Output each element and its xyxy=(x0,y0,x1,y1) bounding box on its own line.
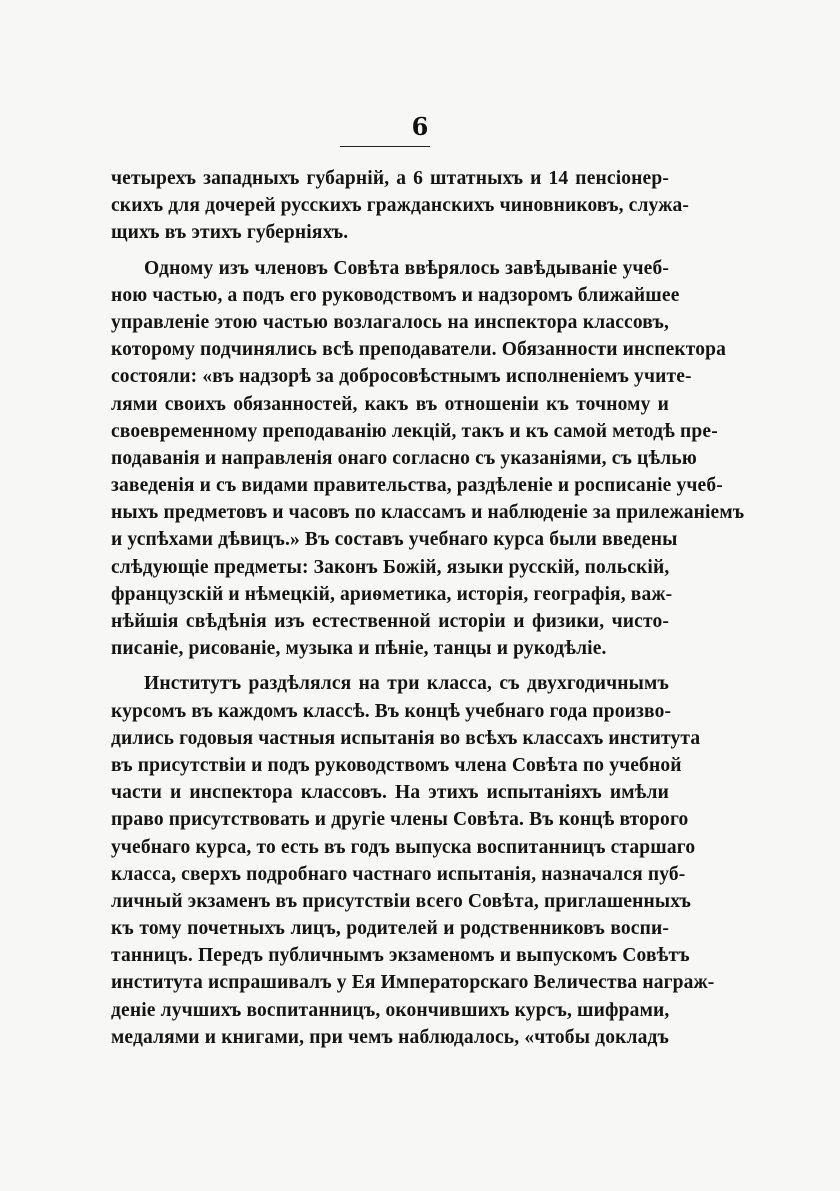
text-line: французскій и нѣмецкій, ариѳметика, исторія, географія, важ- xyxy=(111,583,673,605)
text-line: право присутствовать и другіе члены Совѣта. Въ концѣ второго xyxy=(111,809,689,831)
text-line: Институтъ раздѣлялся на три класса, съ двухгодичнымъ xyxy=(144,673,669,695)
page-number: 6 xyxy=(411,112,429,141)
text-line: и успѣхами дѣвицъ.» Въ составъ учебнаго курса были введены xyxy=(111,529,678,551)
text-line: Одному изъ членовъ Совѣта ввѣрялось завѣдываніе учеб- xyxy=(144,257,669,279)
header-rule xyxy=(340,146,430,147)
text-line: медалями и книгами, при чемъ наблюдалось, «чтобы докладъ xyxy=(111,1026,669,1048)
text-line: своевременному преподаванію лекцій, такъ и къ самой методѣ пре- xyxy=(111,420,718,442)
body-text xyxy=(111,165,745,1051)
text-line: въ присутствіи и подъ руководствомъ члена Совѣта по учебной xyxy=(111,754,682,776)
text-line: учебнаго курса, то есть въ годъ выпуска воспитанницъ старшаго xyxy=(111,836,696,858)
text-line: института испрашивалъ у Ея Императорскаго Величества награж- xyxy=(111,972,715,994)
text-line: состояли: «въ надзорѣ за добросовѣстнымъ исполненіемъ учите- xyxy=(111,366,692,388)
text-line: дились годовыя частныя испытанія во всѣхъ классахъ института xyxy=(111,727,701,749)
text-line: къ тому почетныхъ лицъ, родителей и родственниковъ воспи- xyxy=(111,918,669,940)
text-line: части и инспектора классовъ. На этихъ испытаніяхъ имѣли xyxy=(111,782,669,804)
text-line: нѣйшія свѣдѣнія изъ естественной исторіи и физики, чисто- xyxy=(111,611,669,632)
paragraph xyxy=(111,255,745,663)
text-line: управленіе этою частью возлагалось на инспектора классовъ, xyxy=(111,311,669,333)
text-line: класса, сверхъ подробнаго частнаго испытанія, назначался пуб- xyxy=(111,863,686,885)
text-line: курсомъ въ каждомъ классѣ. Въ концѣ учебнаго года произво- xyxy=(111,700,672,722)
text-line: четырехъ западныхъ губарній, а 6 штатныхъ и 14 пенсіонер- xyxy=(111,168,669,189)
text-line: ною частью, а подъ его руководствомъ и надзоромъ ближайшее xyxy=(111,284,680,306)
text-line: личный экзаменъ въ присутствіи всего Совѣта, приглашенныхъ xyxy=(111,890,691,912)
paragraph xyxy=(111,670,715,1051)
text-line: щихъ въ этихъ губерніяхъ. xyxy=(111,222,349,244)
text-line: подаванія и направленія онаго согласно съ указаніями, съ цѣлью xyxy=(111,447,697,469)
text-line: заведенія и съ видами правительства, раздѣленіе и росписаніе учеб- xyxy=(111,475,723,497)
text-line: лями своихъ обязанностей, какъ въ отношеніи къ точному и xyxy=(111,393,669,415)
text-line: деніе лучшихъ воспитанницъ, окончившихъ курсъ, шифрами, xyxy=(111,999,670,1021)
paragraph xyxy=(111,165,690,247)
text-line: скихъ для дочерей русскихъ гражданскихъ чиновниковъ, служа- xyxy=(111,195,690,217)
text-line: писаніе, рисованіе, музыка и пѣніе, танцы и рукодѣліе. xyxy=(111,638,607,660)
text-line: слѣдующіе предметы: Законъ Божій, языки русскій, польскій, xyxy=(111,556,670,578)
text-line: которому подчинялись всѣ преподаватели. Обязанности инспектора xyxy=(111,339,727,361)
text-line: танницъ. Передъ публичнымъ экзаменомъ и выпускомъ Совѣтъ xyxy=(111,945,690,967)
text-line: ныхъ предметовъ и часовъ по классамъ и наблюденіе за прилежаніемъ xyxy=(111,502,745,524)
